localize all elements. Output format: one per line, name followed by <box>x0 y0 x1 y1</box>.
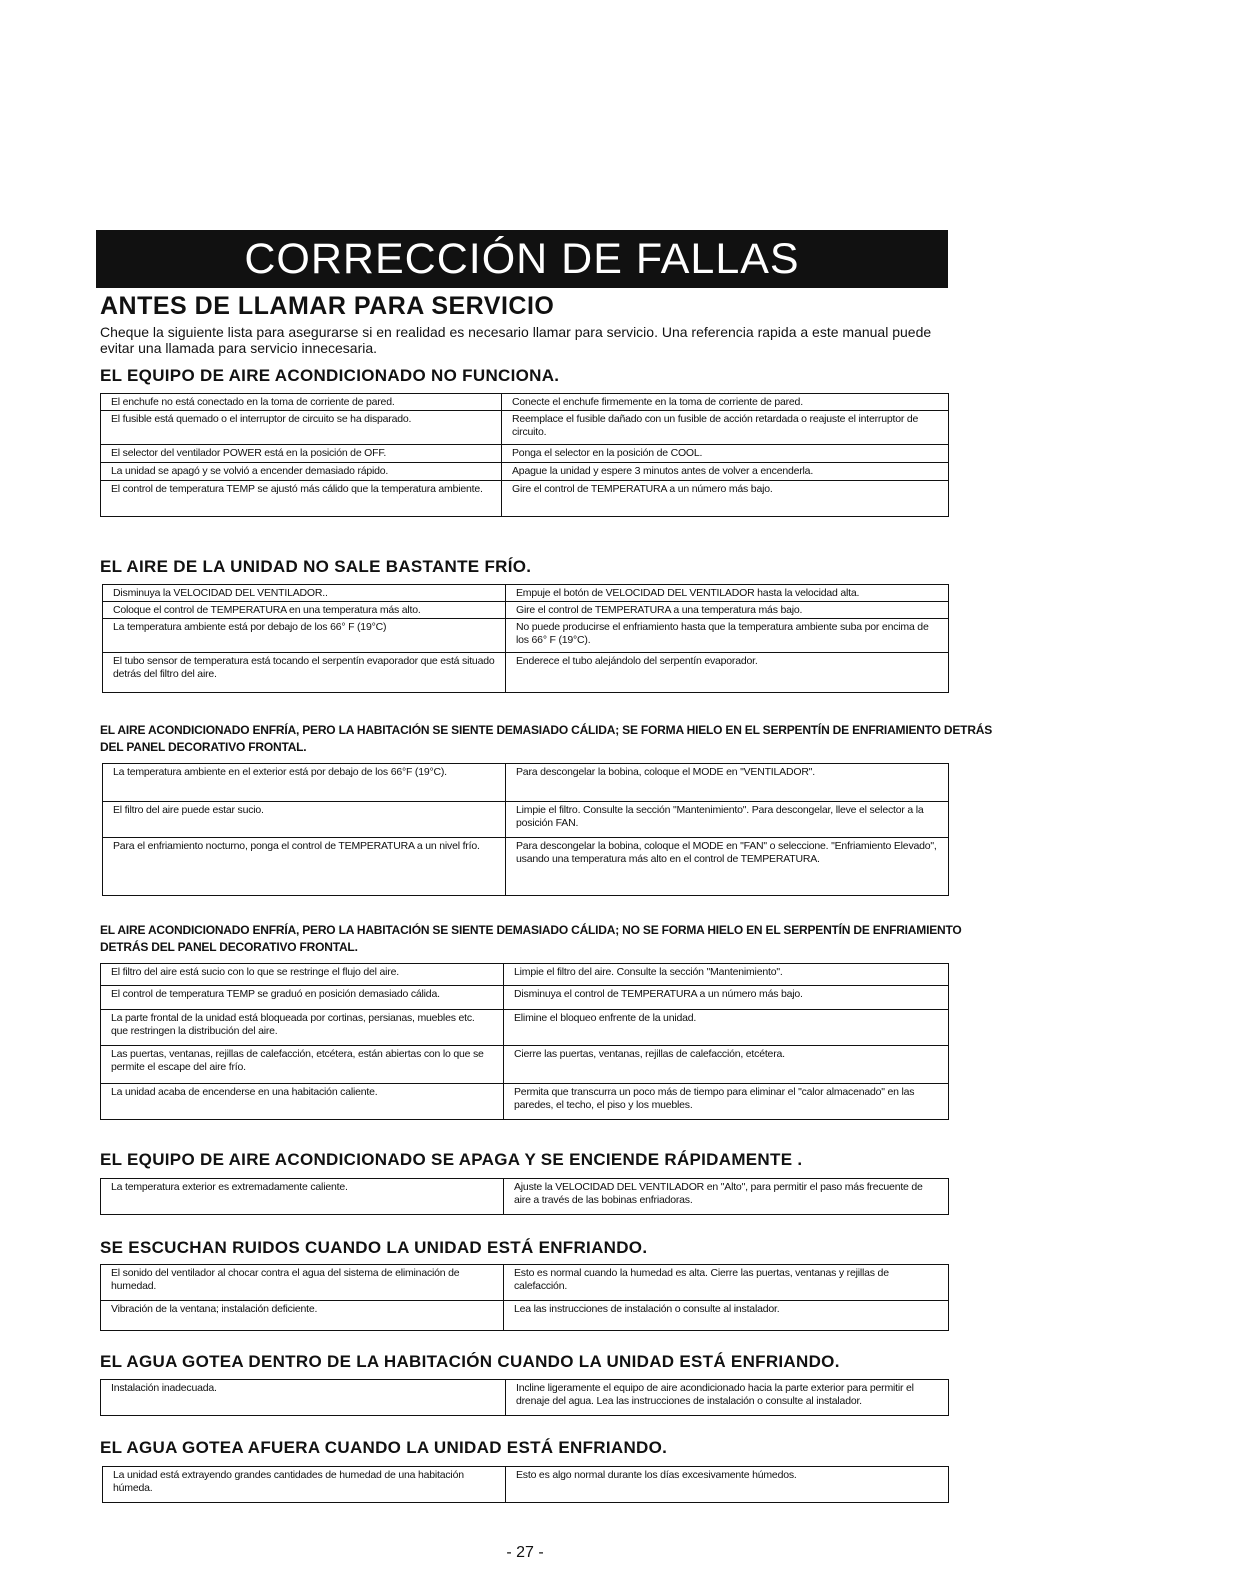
troubleshooting-table <box>100 1379 949 1416</box>
problem-cell: La unidad se apagó y se volvió a encender demasiado rápido. <box>101 463 502 481</box>
solution-cell: Reemplace el fusible dañado con un fusible de acción retardada o reajuste el interruptor de circuito. <box>502 411 949 445</box>
problem-cell: La temperatura ambiente en el exterior está por debajo de los 66°F (19°C). <box>103 764 506 802</box>
section-heading: EL AIRE DE LA UNIDAD NO SALE BASTANTE FRÍO. <box>100 557 532 576</box>
solution-cell: Disminuya el control de TEMPERATURA a un número más bajo. <box>504 986 949 1010</box>
page-number: - 27 - <box>506 1544 544 1561</box>
table-row <box>101 1265 949 1301</box>
table-row <box>103 1467 949 1503</box>
troubleshooting-table <box>102 584 949 693</box>
table-row <box>103 764 949 802</box>
problem-cell: El sonido del ventilador al chocar contra el agua del sistema de eliminación de humedad. <box>101 1265 504 1301</box>
solution-cell: Enderece el tubo alejándolo del serpentín evaporador. <box>506 653 949 693</box>
problem-cell: El selector del ventilador POWER está en la posición de OFF. <box>101 445 502 463</box>
troubleshooting-table <box>102 763 949 896</box>
table-row <box>101 1301 949 1331</box>
solution-cell: Elimine el bloqueo enfrente de la unidad. <box>504 1010 949 1046</box>
solution-cell: Apague la unidad y espere 3 minutos antes de volver a encenderla. <box>502 463 949 481</box>
problem-cell: El fusible está quemado o el interruptor de circuito se ha disparado. <box>101 411 502 445</box>
table-row <box>103 619 949 653</box>
solution-cell: Esto es algo normal durante los días excesivamente húmedos. <box>506 1467 949 1503</box>
problem-cell: Para el enfriamiento nocturno, ponga el control de TEMPERATURA a un nivel frío. <box>103 838 506 896</box>
problem-cell: La temperatura ambiente está por debajo de los 66° F (19°C) <box>103 619 506 653</box>
table-row <box>103 653 949 693</box>
solution-cell: Cierre las puertas, ventanas, rejillas de calefacción, etcétera. <box>504 1046 949 1084</box>
table-row <box>103 602 949 619</box>
table-row <box>101 1084 949 1120</box>
section-heading: EL EQUIPO DE AIRE ACONDICIONADO SE APAGA Y SE ENCIENDE RÁPIDAMENTE . <box>100 1150 803 1169</box>
table-row <box>101 1046 949 1084</box>
solution-cell: Gire el control de TEMPERATURA a un número más bajo. <box>502 481 949 517</box>
troubleshooting-table <box>102 1466 949 1503</box>
problem-cell: La unidad acaba de encenderse en una habitación caliente. <box>101 1084 504 1120</box>
table-row <box>101 1380 949 1416</box>
troubleshooting-table <box>100 1264 949 1331</box>
table-row <box>103 585 949 602</box>
troubleshooting-table <box>100 1178 949 1215</box>
table-row <box>101 411 949 445</box>
solution-cell: Para descongelar la bobina, coloque el MODE en "VENTILADOR". <box>506 764 949 802</box>
table-row <box>101 394 949 411</box>
solution-cell: Ponga el selector en la posición de COOL. <box>502 445 949 463</box>
problem-cell: La unidad está extrayendo grandes cantidades de humedad de una habitación húmeda. <box>103 1467 506 1503</box>
solution-cell: Ajuste la VELOCIDAD DEL VENTILADOR en "Alto", para permitir el paso más frecuente de aire a través de las bobinas enfriadoras. <box>504 1179 949 1215</box>
table-row <box>101 964 949 986</box>
table-row <box>103 802 949 838</box>
problem-cell: El filtro del aire puede estar sucio. <box>103 802 506 838</box>
solution-cell: Incline ligeramente el equipo de aire acondicionado hacia la parte exterior para permitir el drenaje del agua. Lea las instrucciones de instalación o consulte al instalador. <box>506 1380 949 1416</box>
table-row <box>101 463 949 481</box>
solution-cell: Limpie el filtro. Consulte la sección "Mantenimiento". Para descongelar, lleve el selector a la posición FAN. <box>506 802 949 838</box>
table-row <box>101 986 949 1010</box>
troubleshooting-table <box>100 393 949 517</box>
problem-cell: Vibración de la ventana; instalación deficiente. <box>101 1301 504 1331</box>
problem-cell: La parte frontal de la unidad está bloqueada por cortinas, persianas, muebles etc. que restringen la distribución del aire. <box>101 1010 504 1046</box>
table-row <box>101 481 949 517</box>
solution-cell: Permita que transcurra un poco más de tiempo para eliminar el "calor almacenado" en las paredes, el techo, el piso y los muebles. <box>504 1084 949 1120</box>
table-row <box>101 1010 949 1046</box>
section-heading: EL AGUA GOTEA DENTRO DE LA HABITACIÓN CUANDO LA UNIDAD ESTÁ ENFRIANDO. <box>100 1352 840 1371</box>
solution-cell: Conecte el enchufe firmemente en la toma de corriente de pared. <box>502 394 949 411</box>
intro-text: Cheque la siguiente lista para asegurarse si en realidad es necesario llamar para servicio. Una referencia rapida a este manual puede evitar una llamada para servicio innecesaria. <box>100 324 932 356</box>
problem-cell: Disminuya la VELOCIDAD DEL VENTILADOR.. <box>103 585 506 602</box>
page-banner: CORRECCIÓN DE FALLAS <box>96 230 948 288</box>
solution-cell: Limpie el filtro del aire. Consulte la sección "Mantenimiento". <box>504 964 949 986</box>
troubleshooting-table <box>100 963 949 1120</box>
problem-cell: La temperatura exterior es extremadamente caliente. <box>101 1179 504 1215</box>
section-heading: EL AIRE ACONDICIONADO ENFRÍA, PERO LA HABITACIÓN SE SIENTE DEMASIADO CÁLIDA; SE FORMA HIELO EN EL SERPENTÍN DE ENFRIAMIENTO DETRÁS DEL PANEL DECORATIVO FRONTAL. <box>100 723 993 754</box>
problem-cell: El enchufe no está conectado en la toma de corriente de pared. <box>101 394 502 411</box>
solution-cell: No puede producirse el enfriamiento hasta que la temperatura ambiente suba por encima de los 66° F (19°C). <box>506 619 949 653</box>
page-title: ANTES DE LLAMAR PARA SERVICIO <box>100 292 555 320</box>
solution-cell: Lea las instrucciones de instalación o consulte al instalador. <box>504 1301 949 1331</box>
section-heading: SE ESCUCHAN RUIDOS CUANDO LA UNIDAD ESTÁ ENFRIANDO. <box>100 1238 648 1257</box>
table-row <box>101 445 949 463</box>
problem-cell: El control de temperatura TEMP se ajustó más cálido que la temperatura ambiente. <box>101 481 502 517</box>
section-heading: EL AGUA GOTEA AFUERA CUANDO LA UNIDAD ESTÁ ENFRIANDO. <box>100 1438 668 1457</box>
solution-cell: Para descongelar la bobina, coloque el MODE en "FAN" o seleccione. "Enfriamiento Elevado", usando una temperatura más alto en el control de TEMPERATURA. <box>506 838 949 896</box>
problem-cell: El control de temperatura TEMP se graduó en posición demasiado cálida. <box>101 986 504 1010</box>
solution-cell: Empuje el botón de VELOCIDAD DEL VENTILADOR hasta la velocidad alta. <box>506 585 949 602</box>
problem-cell: El tubo sensor de temperatura está tocando el serpentín evaporador que está situado detrás del filtro del aire. <box>103 653 506 693</box>
solution-cell: Gire el control de TEMPERATURA a una temperatura más bajo. <box>506 602 949 619</box>
section-heading: EL EQUIPO DE AIRE ACONDICIONADO NO FUNCIONA. <box>100 366 560 385</box>
problem-cell: Instalación inadecuada. <box>101 1380 506 1416</box>
section-heading: EL AIRE ACONDICIONADO ENFRÍA, PERO LA HABITACIÓN SE SIENTE DEMASIADO CÁLIDA; NO SE FORMA HIELO EN EL SERPENTÍN DE ENFRIAMIENTO DETRÁS DEL PANEL DECORATIVO FRONTAL. <box>100 923 962 954</box>
table-row <box>101 1179 949 1215</box>
problem-cell: Las puertas, ventanas, rejillas de calefacción, etcétera, están abiertas con lo que se permite el escape del aire frío. <box>101 1046 504 1084</box>
problem-cell: El filtro del aire está sucio con lo que se restringe el flujo del aire. <box>101 964 504 986</box>
problem-cell: Coloque el control de TEMPERATURA en una temperatura más alto. <box>103 602 506 619</box>
solution-cell: Esto es normal cuando la humedad es alta. Cierre las puertas, ventanas y rejillas de calefacción. <box>504 1265 949 1301</box>
table-row <box>103 838 949 896</box>
